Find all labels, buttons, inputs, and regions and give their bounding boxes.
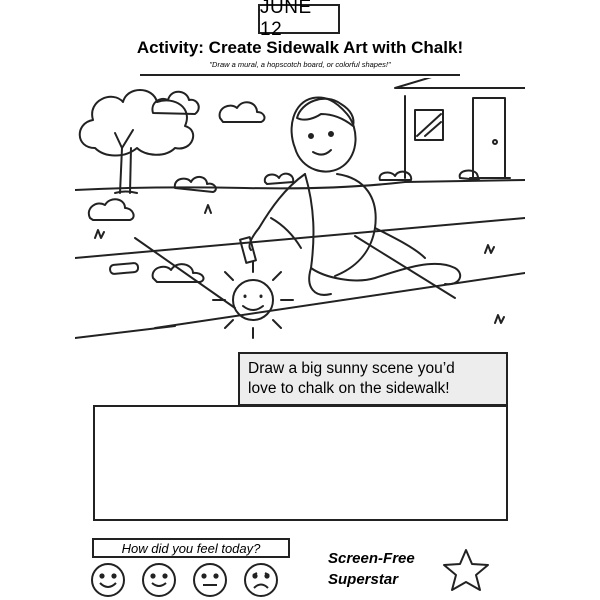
tree-icon [80, 90, 193, 193]
superstar-line-1: Screen-Free [328, 550, 415, 567]
prompt-line-1: Draw a big sunny scene you’d [248, 360, 455, 377]
superstar-label [328, 548, 415, 590]
feelings-question-text: How did you feel today? [121, 540, 261, 556]
activity-title: Activity: Create Sidewalk Art with Chalk! [136, 38, 464, 57]
date-text: JUNE 12 [260, 0, 312, 40]
feelings-question [92, 538, 290, 558]
chalk-stick-icon [110, 263, 139, 274]
star-icon[interactable] [442, 548, 490, 592]
prompt-line-2: love to chalk on the sidewalk! [248, 380, 450, 397]
title-divider [140, 74, 460, 76]
date-badge [258, 0, 340, 40]
sad-face-icon[interactable] [243, 562, 279, 598]
drawing-prompt [238, 352, 508, 406]
chalk-sun-drawing [213, 262, 293, 338]
happy-face-icon[interactable] [90, 562, 126, 598]
drawing-area[interactable] [93, 405, 508, 521]
house-icon [395, 78, 525, 178]
feelings-faces [90, 562, 294, 598]
superstar-line-2: Superstar [328, 571, 399, 588]
activity-subtitle: "Draw a mural, a hopscotch board, or colorful shapes!" [209, 60, 391, 69]
neutral-face-icon[interactable] [192, 562, 228, 598]
happy-face-icon[interactable] [141, 562, 177, 598]
boy-drawing-chalk-illustration [75, 78, 525, 348]
